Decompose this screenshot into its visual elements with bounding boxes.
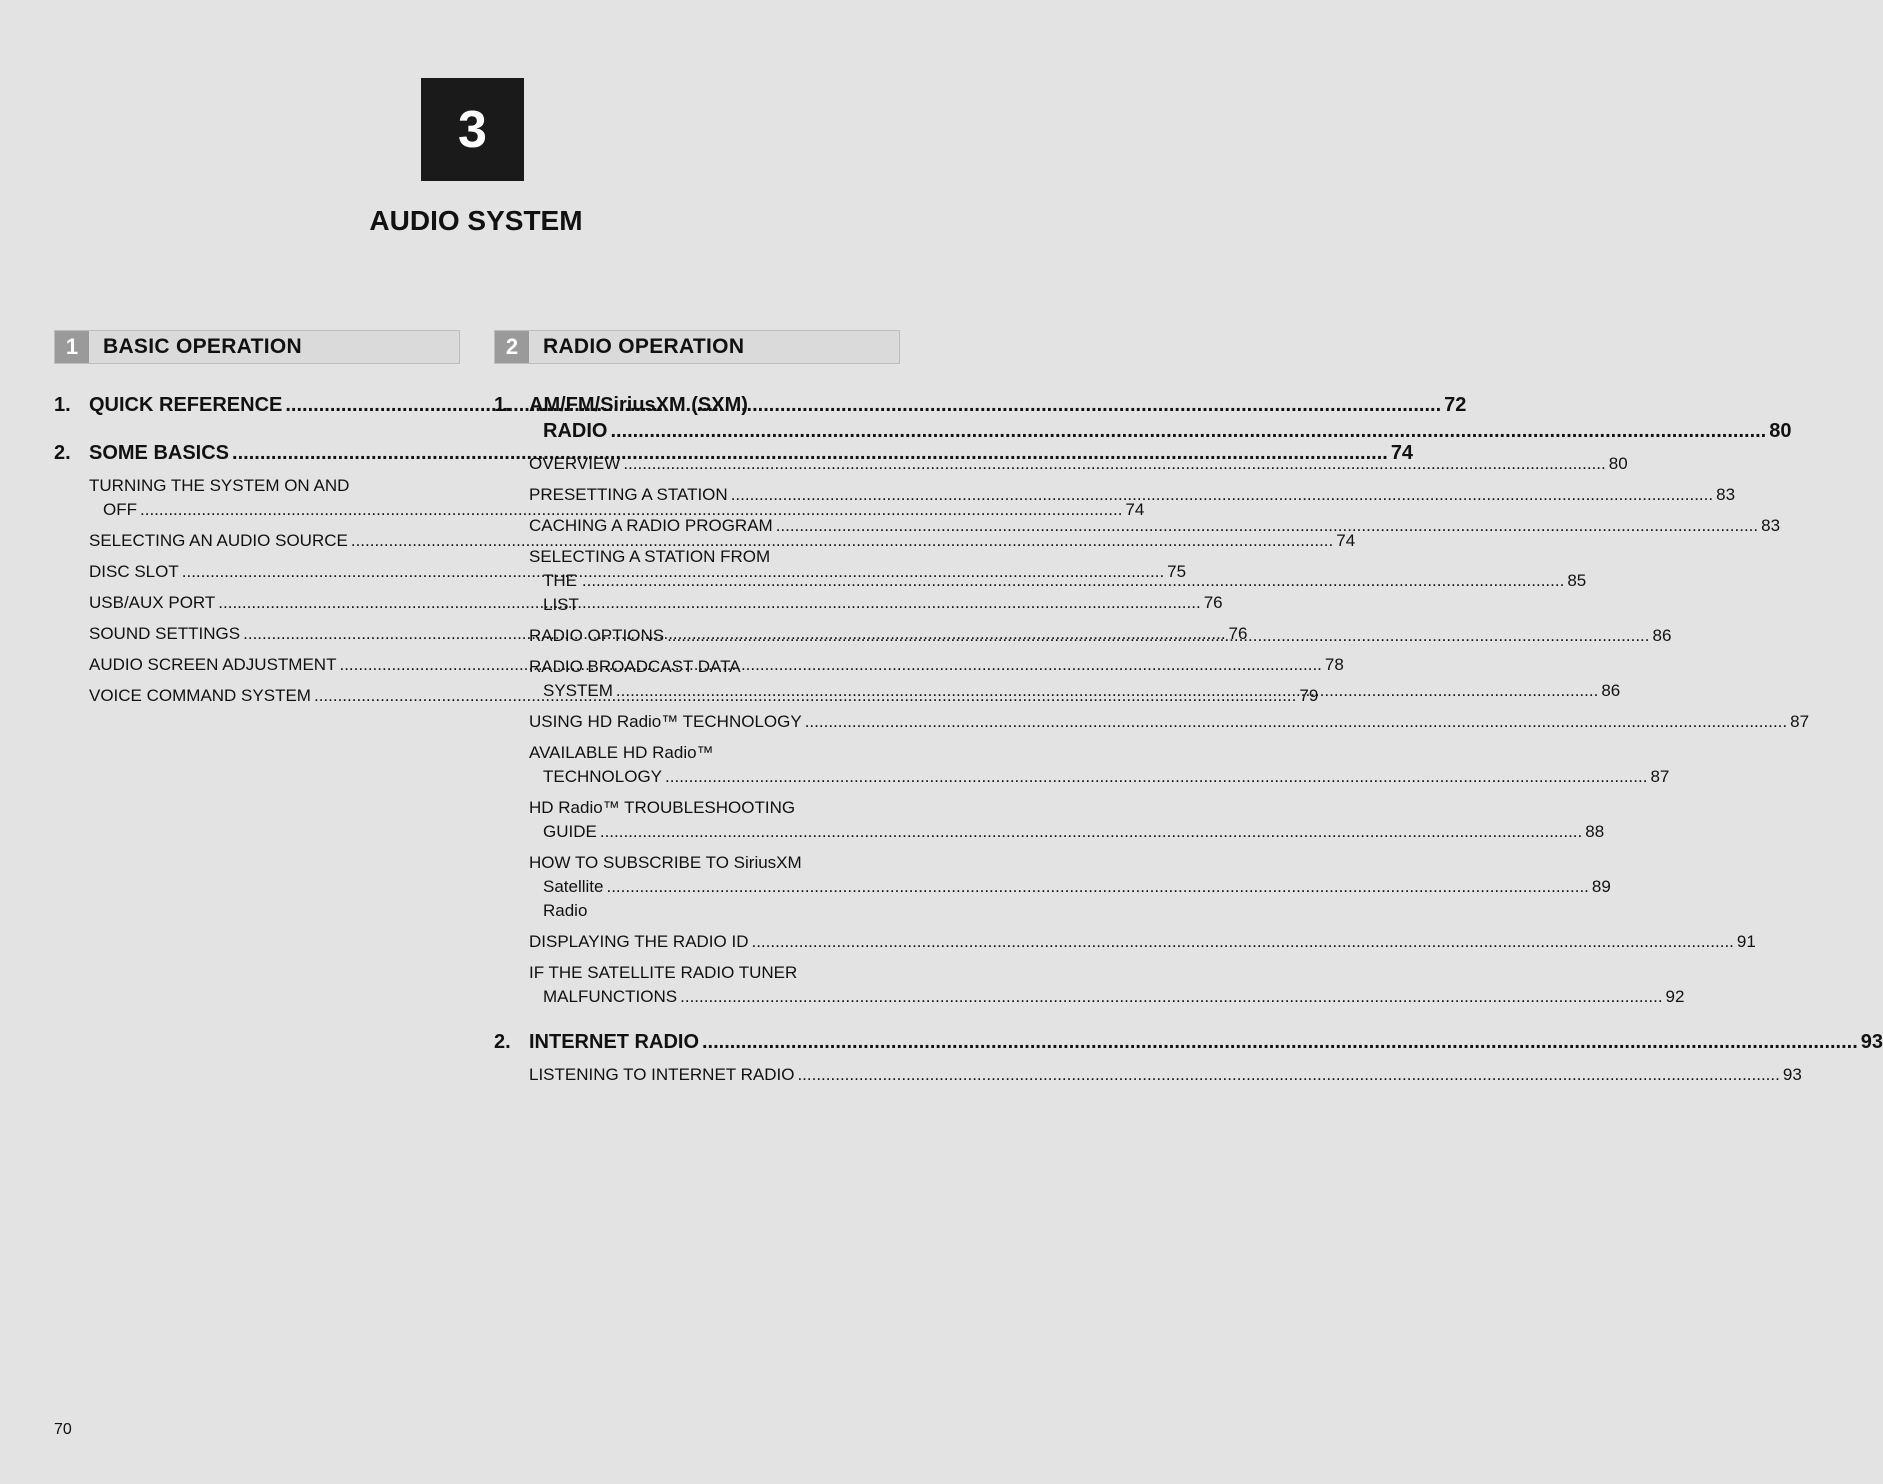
entry-page: 89 bbox=[1591, 877, 1611, 896]
section-number: 2 bbox=[495, 331, 529, 363]
leader-dots bbox=[680, 985, 1662, 1009]
toc-subentry[interactable]: LISTENING TO INTERNET RADIO ..... 93 bbox=[494, 1063, 900, 1087]
leader-dots bbox=[616, 679, 1598, 703]
toc-subentry[interactable]: RADIO BROADCAST DATA SYSTEM ..... 86 bbox=[494, 655, 900, 703]
leader-dots bbox=[582, 569, 1564, 617]
leader-dots bbox=[610, 418, 1766, 444]
leader-dots bbox=[751, 930, 1733, 954]
entry-page: 93 bbox=[1782, 1065, 1802, 1084]
toc-subentry[interactable]: OVERVIEW ..... 80 bbox=[494, 452, 900, 476]
leader-dots bbox=[797, 1063, 1779, 1087]
toc-subentry[interactable]: RADIO OPTIONS ..... 86 bbox=[494, 624, 900, 648]
section-header-radio-operation bbox=[494, 330, 900, 364]
entry-page: 74 bbox=[1390, 442, 1414, 464]
toc-subentry[interactable]: HOW TO SUBSCRIBE TO SiriusXM Satellite Radio ..... 89 bbox=[494, 851, 900, 923]
chapter-number: 3 bbox=[458, 100, 487, 159]
entry-number: 2. bbox=[494, 1031, 511, 1053]
toc-subentry[interactable]: VOICE COMMAND SYSTEM ..... 79 bbox=[54, 684, 460, 708]
toc-subentry[interactable]: AUDIO SCREEN ADJUSTMENT ..... 78 bbox=[54, 653, 460, 677]
leader-dots bbox=[805, 710, 1787, 734]
section-number: 1 bbox=[55, 331, 89, 363]
entry-page: 86 bbox=[1601, 681, 1621, 700]
entry-page: 83 bbox=[1761, 516, 1781, 535]
entry-page: 74 bbox=[1336, 531, 1356, 550]
chapter-title: AUDIO SYSTEM bbox=[369, 205, 583, 236]
section-header-basic-operation bbox=[54, 330, 460, 364]
leader-dots bbox=[776, 514, 1758, 538]
section-label: RADIO OPERATION bbox=[543, 335, 745, 358]
leader-dots bbox=[623, 452, 1605, 476]
toc-subentry[interactable]: SELECTING A STATION FROM THE LIST ..... 85 bbox=[494, 545, 900, 617]
leader-dots bbox=[667, 624, 1649, 648]
entry-page: 75 bbox=[1167, 562, 1187, 581]
toc-subentry[interactable]: PRESETTING A STATION ..... 83 bbox=[494, 483, 900, 507]
toc-subentry[interactable]: SELECTING AN AUDIO SOURCE ..... 74 bbox=[54, 529, 460, 553]
chapter-number-badge bbox=[421, 78, 524, 181]
toc-subentry[interactable]: USING HD Radio™ TECHNOLOGY ..... 87 bbox=[494, 710, 900, 734]
entry-title: QUICK REFERENCE bbox=[89, 394, 283, 416]
toc-subentry[interactable]: TURNING THE SYSTEM ON AND OFF ..... 74 bbox=[54, 474, 460, 522]
entry-number: 1. bbox=[494, 394, 511, 416]
toc-subentry[interactable]: AVAILABLE HD Radio™ TECHNOLOGY ..... 87 bbox=[494, 741, 900, 789]
entry-page: 91 bbox=[1736, 932, 1756, 951]
entry-page: 80 bbox=[1608, 454, 1628, 473]
toc-subentry[interactable]: DISPLAYING THE RADIO ID ..... 91 bbox=[494, 930, 900, 954]
entry-page: 93 bbox=[1860, 1031, 1883, 1053]
leader-dots bbox=[702, 1029, 1858, 1055]
leader-dots bbox=[600, 820, 1582, 844]
entry-number: 2. bbox=[54, 442, 71, 464]
entry-number: 1. bbox=[54, 394, 71, 416]
toc-subentry[interactable]: DISC SLOT ..... 75 bbox=[54, 560, 460, 584]
toc-subentry[interactable]: IF THE SATELLITE RADIO TUNER MALFUNCTIONS ..... 92 bbox=[494, 961, 900, 1009]
entry-page: 76 bbox=[1228, 624, 1248, 643]
leader-dots bbox=[731, 483, 1713, 507]
entry-title: RADIO bbox=[543, 420, 608, 442]
section-label: BASIC OPERATION bbox=[103, 335, 302, 358]
entry-title: SOME BASICS bbox=[89, 442, 230, 464]
toc-entry-internet-radio[interactable] bbox=[494, 1029, 1883, 1055]
page-number: 70 bbox=[54, 1421, 72, 1438]
entry-page: 80 bbox=[1769, 420, 1792, 442]
toc-subentry[interactable]: HD Radio™ TROUBLESHOOTING GUIDE ..... 88 bbox=[494, 796, 900, 844]
entry-page: 74 bbox=[1125, 500, 1145, 519]
entry-page: 88 bbox=[1585, 822, 1605, 841]
toc-subentry[interactable]: USB/AUX PORT ..... 76 bbox=[54, 591, 460, 615]
entry-page: 78 bbox=[1324, 655, 1344, 674]
entry-page: 92 bbox=[1665, 987, 1685, 1006]
toc-subentry[interactable]: SOUND SETTINGS ..... 76 bbox=[54, 622, 460, 646]
entry-title: INTERNET RADIO bbox=[529, 1031, 699, 1053]
entry-page: 87 bbox=[1650, 767, 1670, 786]
entry-page: 72 bbox=[1444, 394, 1467, 416]
leader-dots bbox=[606, 875, 1588, 923]
entry-page: 86 bbox=[1652, 626, 1672, 645]
entry-title-line1: AM/FM/SiriusXM (SXM) bbox=[529, 394, 748, 416]
entry-page: 87 bbox=[1790, 712, 1810, 731]
entry-page: 76 bbox=[1203, 593, 1223, 612]
leader-dots bbox=[665, 765, 1647, 789]
entry-page: 79 bbox=[1299, 686, 1319, 705]
entry-page: 85 bbox=[1567, 571, 1587, 590]
entry-page: 83 bbox=[1716, 485, 1736, 504]
toc-subentry[interactable]: CACHING A RADIO PROGRAM ..... 83 bbox=[494, 514, 900, 538]
